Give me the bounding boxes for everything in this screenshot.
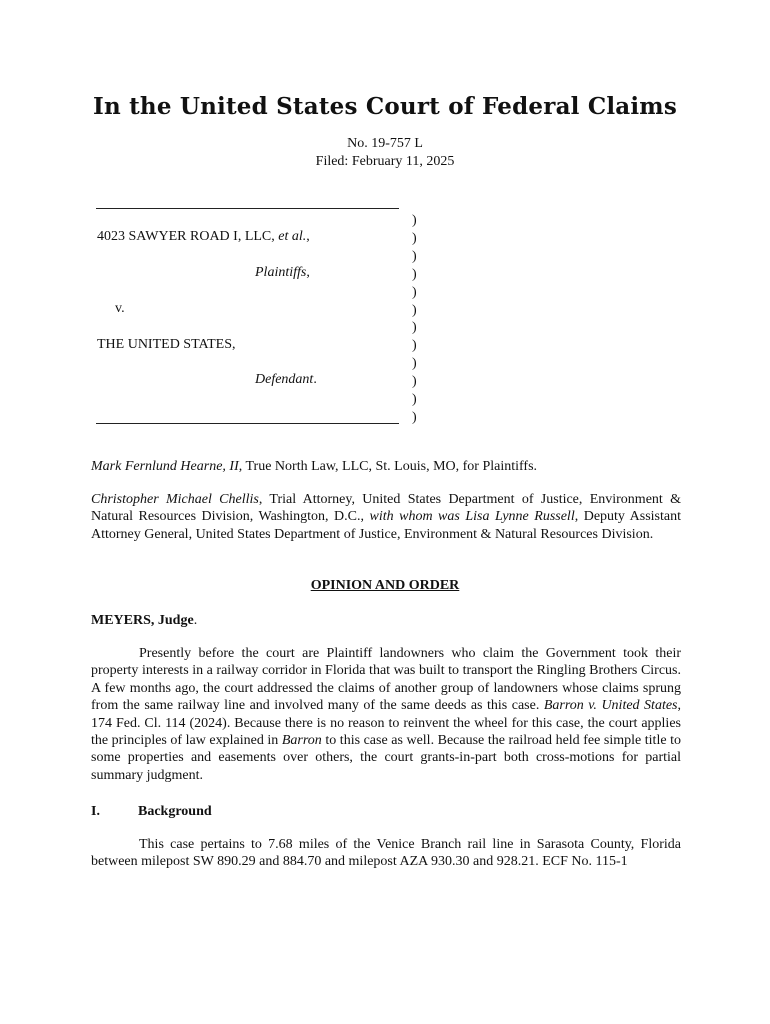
plaintiff-counsel-detail: , True North Law, LLC, St. Louis, MO, for Plaintiffs. <box>238 459 538 474</box>
paren: ) <box>412 213 417 228</box>
defendant-name: THE UNITED STATES, <box>97 337 236 352</box>
p1-text-2: , 174 Fed. Cl. 114 (2024). Because there is no reason to reinvent the wheel for this case, the court applies the principles of law explained in <box>91 698 681 749</box>
opinion-heading: OPINION AND ORDER <box>310 578 460 593</box>
plaintiff-counsel <box>91 458 681 475</box>
case-number: No. 19-757 L <box>347 136 423 151</box>
filed-date: Filed: February 11, 2025 <box>315 154 455 169</box>
p1-text-1: Presently before the court are Plaintiff landowners who claim the Government took their property interests in a railway corridor in Florida that was built to transport the Ringling Brothers Circus. A few months ago, the court addressed the claims of another group of landowners whose claims sprung from the same railway line and involved many of the same deeds as this case. <box>91 646 681 714</box>
defendant-designation <box>255 372 317 388</box>
paren: ) <box>412 284 417 300</box>
plaintiff-name: 4023 SAWYER ROAD I, LLC, <box>97 229 279 244</box>
caption-parentheses <box>412 212 417 427</box>
plaintiffs-comma: , <box>306 265 310 280</box>
plaintiff-comma: , <box>306 229 310 244</box>
defendant-counsel-detail-2: , Deputy Assistant Attorney General, United States Department of Justice, Environment & Natural Resources Division. <box>91 509 682 542</box>
versus: v. <box>115 301 125 316</box>
defendant-with-whom: with whom was Lisa Lynne Russell <box>369 509 575 525</box>
defendant-period: . <box>313 372 317 387</box>
section-number: I. <box>91 804 100 819</box>
paren: ) <box>412 356 417 372</box>
court-title: In the United States Court of Federal Claims <box>92 93 677 120</box>
paren: ) <box>412 302 417 318</box>
opinion-paragraph-1 <box>91 645 681 784</box>
plaintiff-attorney: Mark Fernlund Hearne, II <box>91 459 239 474</box>
paren: ) <box>412 320 417 336</box>
defendant-counsel-detail: , Trial Attorney, United States Department of Justice, Environment & Natural Resources Division, Washington, D.C., <box>91 492 681 525</box>
paren: ) <box>412 248 417 264</box>
defendant-counsel <box>91 491 681 543</box>
paren: ) <box>412 230 417 246</box>
judge-name: MEYERS, Judge <box>91 613 194 628</box>
plaintiffs-designation <box>255 265 310 281</box>
p1-text-3: to this case as well. Because the railroad held fee simple title to some properties and easements over others, the court grants-in-part both cross-motions for partial summary judgment. <box>91 733 682 783</box>
defendant-label: Defendant <box>255 372 314 387</box>
paren: ) <box>412 409 417 425</box>
defendant-attorney: Christopher Michael Chellis <box>91 492 259 507</box>
background-paragraph: This case pertains to 7.68 miles of the Venice Branch rail line in Sarasota County, Florida between milepost SW 890.29 and 884.70 and milepost AZA 930.30 and 928.21. ECF No. 115-1 <box>91 837 681 870</box>
judge-period: . <box>193 613 198 628</box>
caption-bottom-rule <box>96 423 399 424</box>
plaintiffs-label: Plaintiffs <box>255 265 307 280</box>
judge-line <box>91 612 681 629</box>
caption-top-rule <box>96 208 399 209</box>
paren: ) <box>412 374 417 390</box>
paren: ) <box>412 266 417 282</box>
p1-barron: Barron <box>281 733 322 749</box>
section-title: Background <box>138 804 212 819</box>
paren: ) <box>412 338 417 354</box>
paren: ) <box>412 392 417 408</box>
plaintiff-etal: et al. <box>278 229 307 244</box>
p1-citation: Barron v. United States <box>543 698 678 714</box>
plaintiff-party <box>97 229 310 245</box>
